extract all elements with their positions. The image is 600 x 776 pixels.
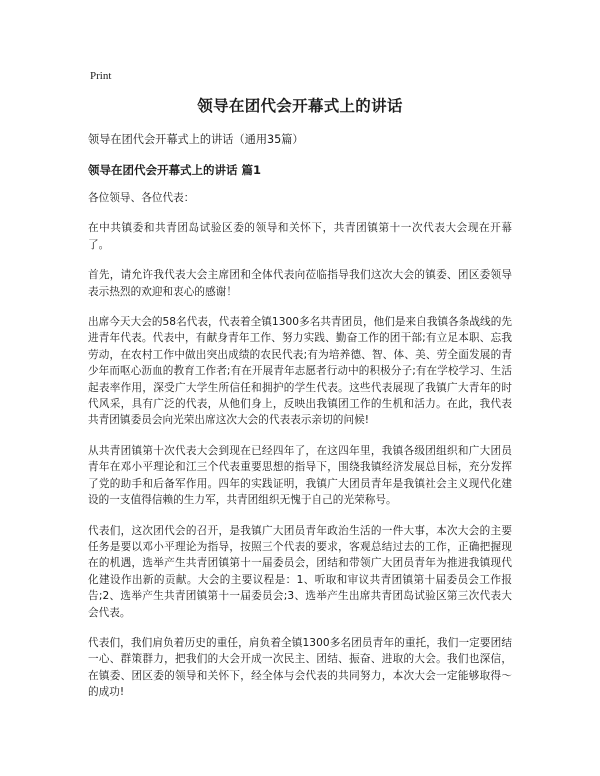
paragraph-closing: 代表们，我们肩负着历史的重任，肩负着全镇1300多名团员青年的重托，我们一定要团结一心、群策群力，把我们的大会开成一次民主、团结、振奋、进取的大会。我们也深信，在镇委、团区委的领导和关怀下，经全体与会代表的共同努力，本次大会一定能够取得～的成功! — [88, 636, 512, 699]
paragraph-welcome: 首先，请允许我代表大会主席团和全体代表向莅临指导我们这次大会的镇委、团区委领导表示热烈的欢迎和衷心的感谢！ — [88, 269, 512, 298]
section-heading: 领导在团代会开幕式上的讲话 篇1 — [88, 163, 262, 177]
document-title: 领导在团代会开幕式上的讲话 — [197, 97, 403, 115]
paragraph-agenda: 代表们，这次团代会的召开，是我镇广大团员青年政治生活的一件大事，本次大会的主要任务是要以邓小平理论为指导，按照三个代表的要求，客观总结过去的工作，正确把握现在的机遇，选举产生共青团镇第十一届委员会，团结和带领广大团员青年为推进我镇现代化建设作出新的贡献。大会的主要议程是：1、听取和审议共青团镇第十届委员会工作报告;2、选举产生共青团镇第十一届委员会;3、选举产生出席共青团岛试验区第三次代表大会代表。 — [88, 524, 512, 619]
paragraph-delegates: 出席今天大会的58名代表，代表着全镇1300多名共青团员，他们是来自我镇各条战线的先进青年代表。代表中，有献身青年工作、努力实践、勤奋工作的团干部;有立足本职、忘我劳动，在农村工作中做出突出成绩的农民代表;有为培养德、智、体、美、劳全面发展的青少年而呕心沥血的教育工作者;有在开展青年志愿者行动中的积极分子;有在学校学习、生活起表率作用，深受广大学生所信任和拥护的学生代表。这些代表展现了我镇广大青年的时代风采，具有广泛的代表，从他们身上，反映出我镇团工作的生机和活力。在此，我代表共青团镇委员会向光荣出席这次大会的代表表示亲切的问候! — [88, 316, 512, 427]
paragraph-opening: 在中共镇委和共青团岛试验区委的领导和关怀下，共青团镇第十一次代表大会现在开幕了。 — [88, 222, 512, 251]
document-subtitle: 领导在团代会开幕式上的讲话（通用35篇） — [88, 133, 304, 146]
paragraph-review: 从共青团镇第十次代表大会到现在已经四年了，在这四年里，我镇各级团组织和广大团员青年在邓小平理论和江三个代表重要思想的指导下，围绕我镇经济发展总目标，充分发挥了党的助手和后备军作用。四年的实践证明，我镇广大团员青年是我镇社会主义现代化建设的一支值得信赖的生力军，共青团组织无愧于自己的光荣称号。 — [88, 444, 512, 507]
print-label: Print — [90, 70, 112, 82]
paragraph-greeting: 各位领导、各位代表： — [88, 192, 195, 204]
